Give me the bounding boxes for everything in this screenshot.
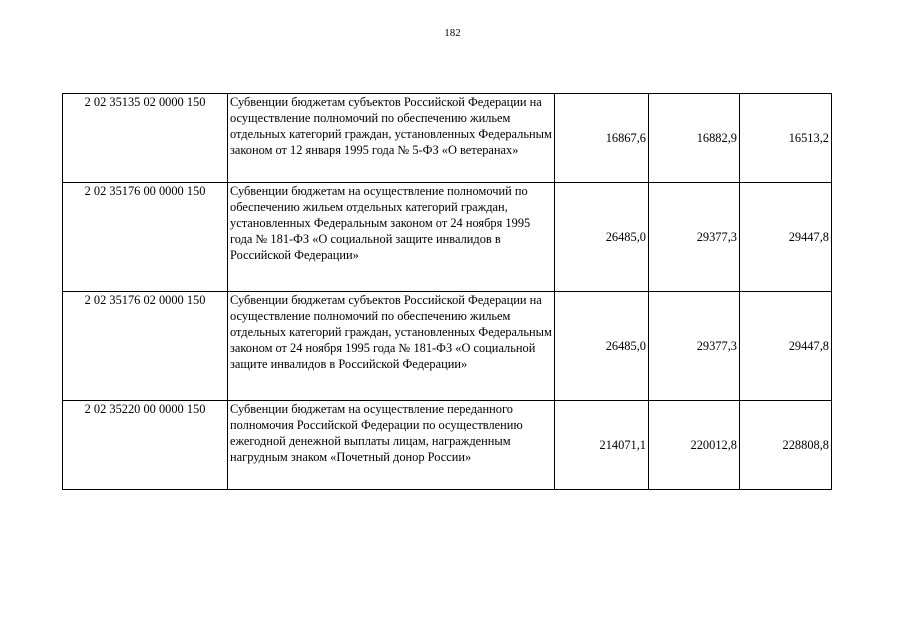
value-year-3-cell: 29447,8 xyxy=(740,292,832,401)
value-year-1-cell: 26485,0 xyxy=(555,183,649,292)
value-year-1-cell: 214071,1 xyxy=(555,401,649,490)
description-cell: Субвенции бюджетам на осуществление переданного полномочия Российской Федерации по осуществлению ежегодной денежной выплаты лицам, награжденным нагрудным знаком «Почетный донор России» xyxy=(228,401,555,490)
value-year-2-cell: 29377,3 xyxy=(649,292,740,401)
table-row xyxy=(63,94,832,183)
value-year-2-cell: 29377,3 xyxy=(649,183,740,292)
description-cell: Субвенции бюджетам субъектов Российской Федерации на осуществление полномочий по обеспечению жильем отдельных категорий граждан, установленных Федеральным законом от 24 ноября 1995 года № 181-ФЗ «О социальной защите инвалидов в Российской Федерации» xyxy=(228,292,555,401)
description-cell: Субвенции бюджетам на осуществление полномочий по обеспечению жильем отдельных категорий граждан, установленных Федеральным законом от 24 ноября 1995 года № 181-ФЗ «О социальной защите инвалидов в Российской Федерации» xyxy=(228,183,555,292)
budget-code-cell: 2 02 35176 02 0000 150 xyxy=(63,292,228,401)
value-year-3-cell: 228808,8 xyxy=(740,401,832,490)
value-year-3-cell: 29447,8 xyxy=(740,183,832,292)
description-cell: Субвенции бюджетам субъектов Российской Федерации на осуществление полномочий по обеспечению жильем отдельных категорий граждан, установленных Федеральным законом от 12 января 1995 года № 5-ФЗ «О ветеранах» xyxy=(228,94,555,183)
value-year-2-cell: 220012,8 xyxy=(649,401,740,490)
table-row xyxy=(63,292,832,401)
budget-code-cell: 2 02 35176 00 0000 150 xyxy=(63,183,228,292)
budget-table xyxy=(62,93,832,490)
value-year-2-cell: 16882,9 xyxy=(649,94,740,183)
budget-code-cell: 2 02 35135 02 0000 150 xyxy=(63,94,228,183)
table-row xyxy=(63,183,832,292)
value-year-1-cell: 26485,0 xyxy=(555,292,649,401)
table-row xyxy=(63,401,832,490)
page-number: 182 xyxy=(444,27,461,39)
value-year-3-cell: 16513,2 xyxy=(740,94,832,183)
budget-code-cell: 2 02 35220 00 0000 150 xyxy=(63,401,228,490)
value-year-1-cell: 16867,6 xyxy=(555,94,649,183)
